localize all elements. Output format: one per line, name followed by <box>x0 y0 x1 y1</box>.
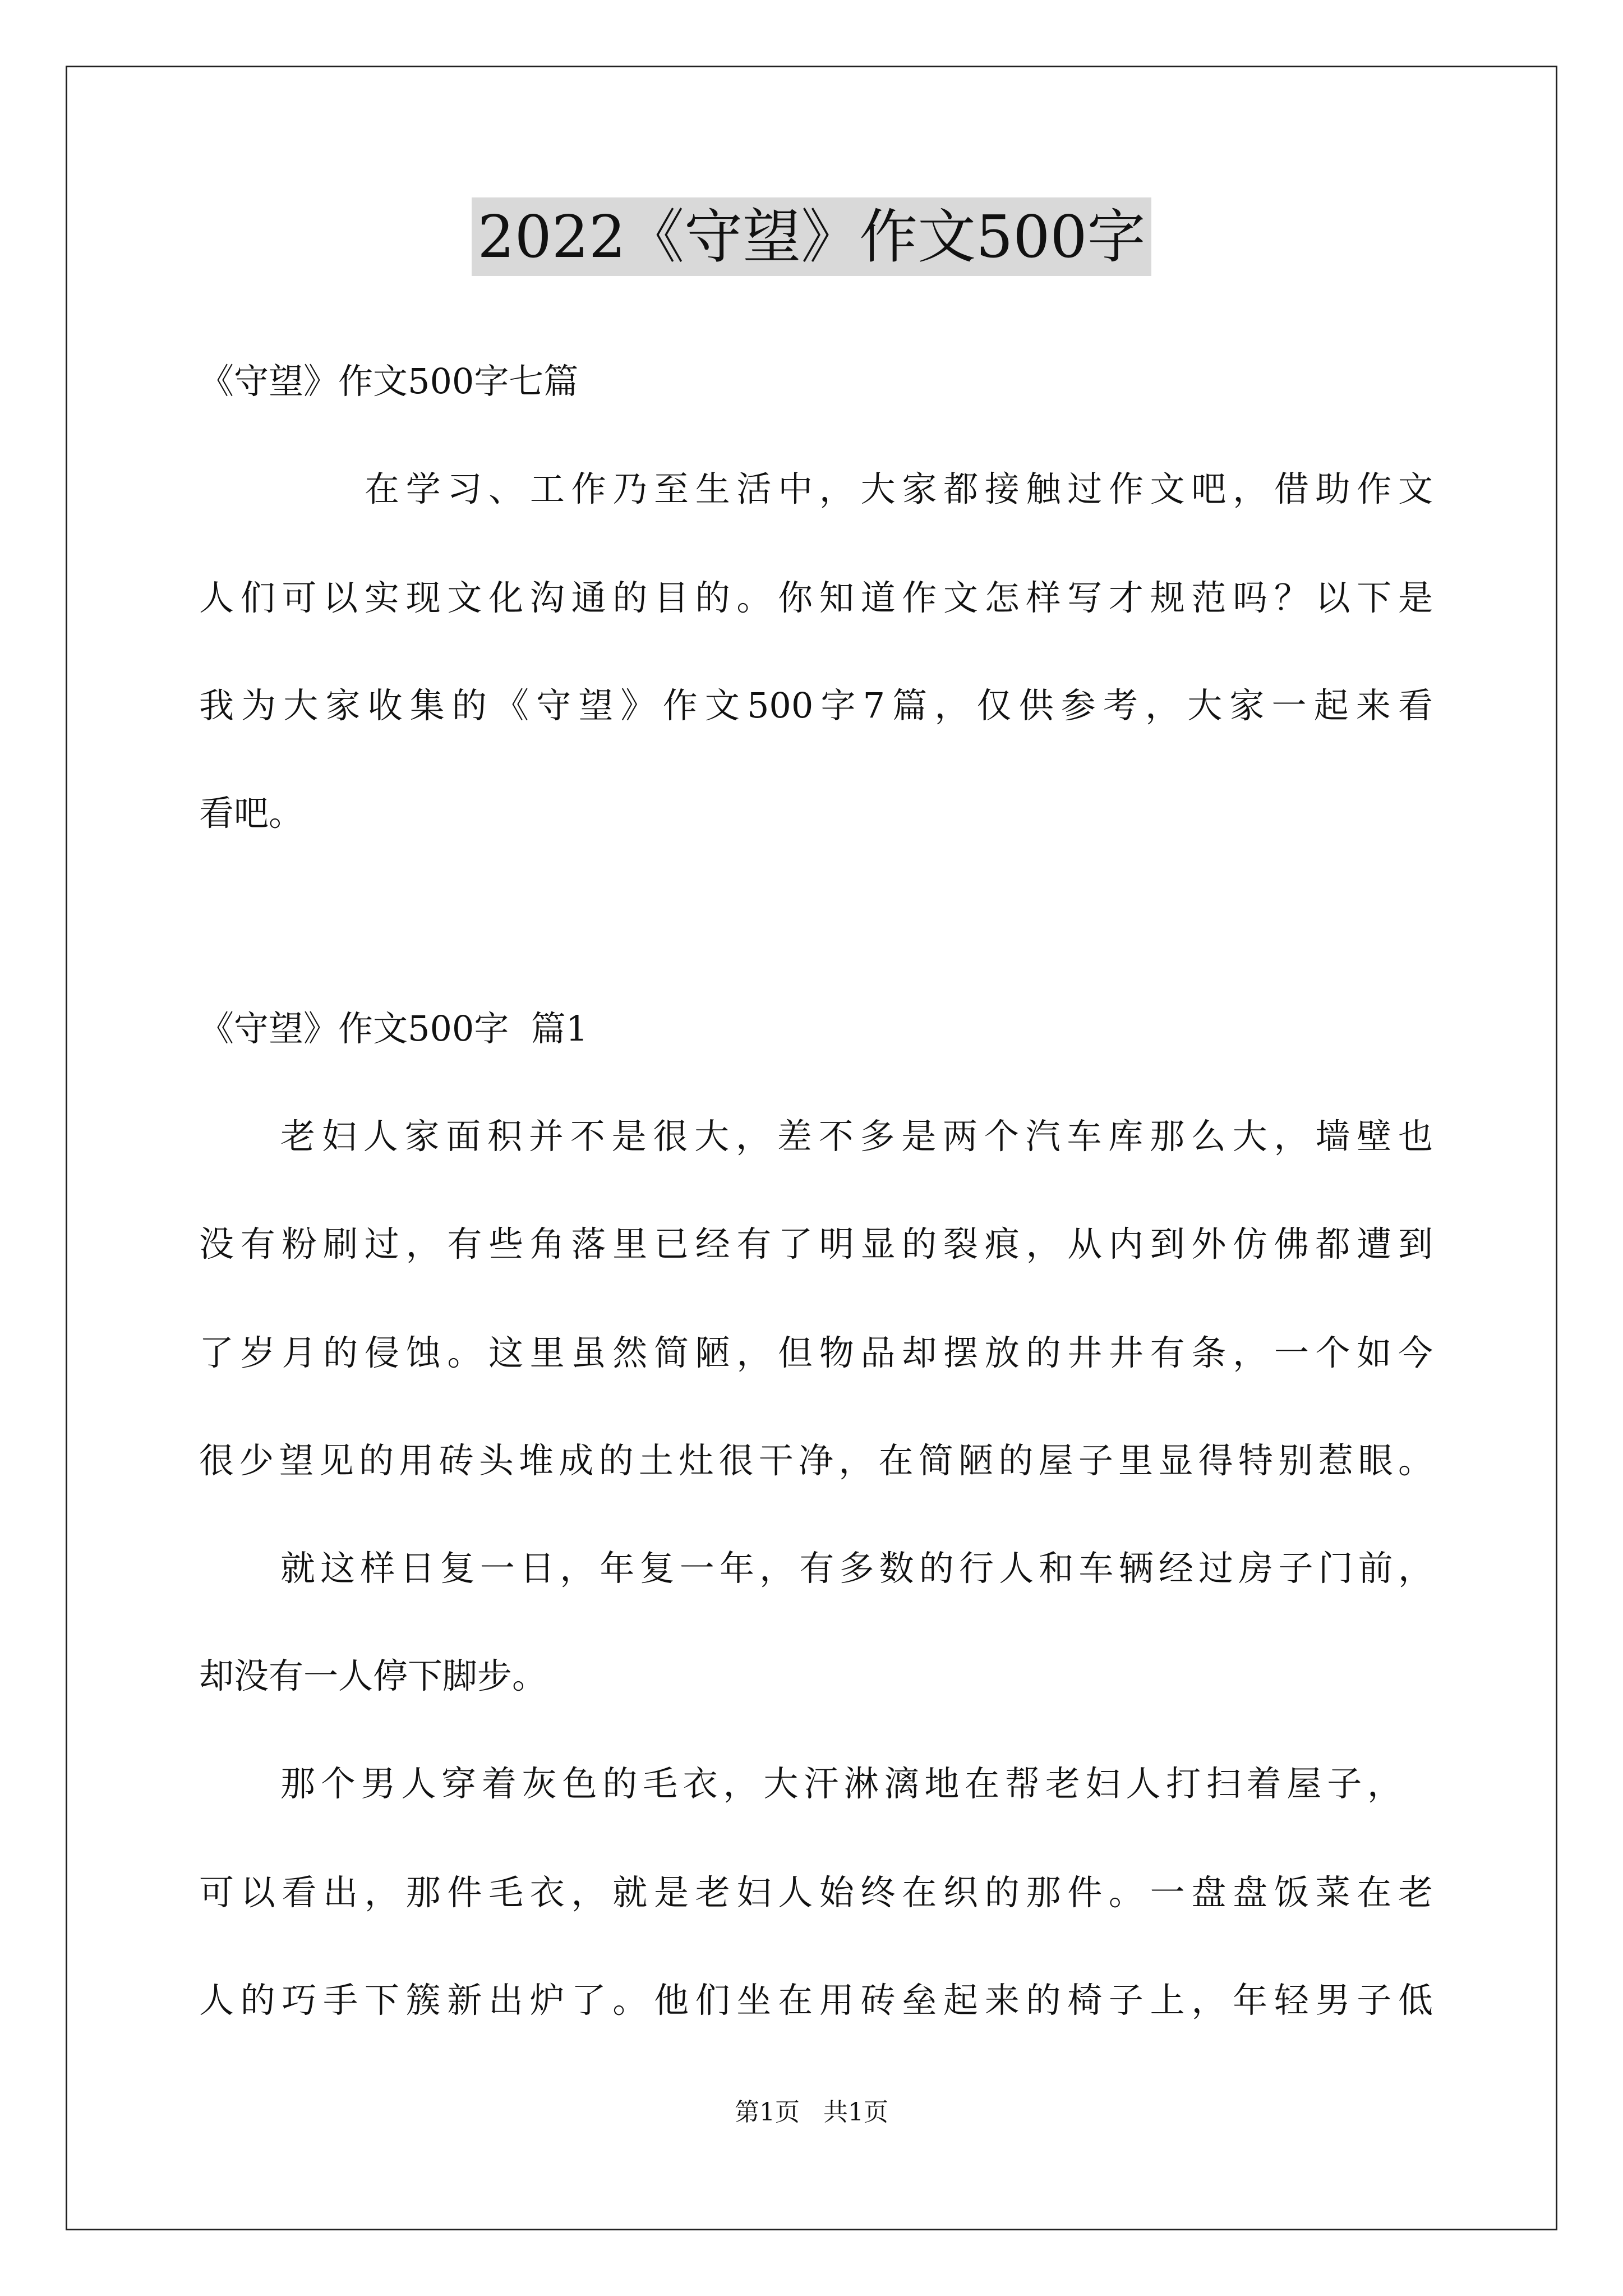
section-heading: 《守望》作文500字 篇1 <box>199 1008 588 1049</box>
subtitle: 《守望》作文500字七篇 <box>199 361 579 402</box>
intro-line-2: 人们可以实现文化沟通的目的。你知道作文怎样写才规范吗？以下是 <box>199 577 1433 618</box>
page-footer: 第1页 共1页 <box>735 2098 888 2127</box>
intro-line-3: 我为大家收集的《守望》作文500字7篇，仅供参考，大家一起来看 <box>199 685 1433 726</box>
paragraph-line-9: 人的巧手下簇新出炉了。他们坐在用砖垒起来的椅子上，年轻男子低 <box>199 1980 1433 2021</box>
document-title: 2022《守望》作文500字 <box>472 197 1151 276</box>
paragraph-line-3: 了岁月的侵蚀。这里虽然简陋，但物品却摆放的井井有条，一个如今 <box>199 1332 1433 1373</box>
paragraph-line-8: 可以看出，那件毛衣，就是老妇人始终在织的那件。一盘盘饭菜在老 <box>199 1872 1433 1913</box>
title-container <box>0 197 1623 276</box>
paragraph-line-7: 那个男人穿着灰色的毛衣，大汗淋漓地在帮老妇人打扫着屋子， <box>280 1763 1402 1804</box>
intro-line-4: 看吧。 <box>199 793 304 834</box>
intro-line-1: 在学习、工作乃至生活中，大家都接触过作文吧，借助作文 <box>365 468 1433 509</box>
paragraph-line-4: 很少望见的用砖头堆成的土灶很干净，在简陋的屋子里显得特别惹眼。 <box>199 1440 1433 1481</box>
paragraph-line-1: 老妇人家面积并不是很大，差不多是两个汽车库那么大，墙壁也 <box>280 1116 1433 1157</box>
paragraph-line-6: 却没有一人停下脚步。 <box>199 1655 547 1696</box>
paragraph-line-2: 没有粉刷过，有些角落里已经有了明显的裂痕，从内到外仿佛都遭到 <box>199 1223 1433 1264</box>
paragraph-line-5: 就这样日复一日，年复一年，有多数的行人和车辆经过房子门前， <box>280 1548 1433 1589</box>
